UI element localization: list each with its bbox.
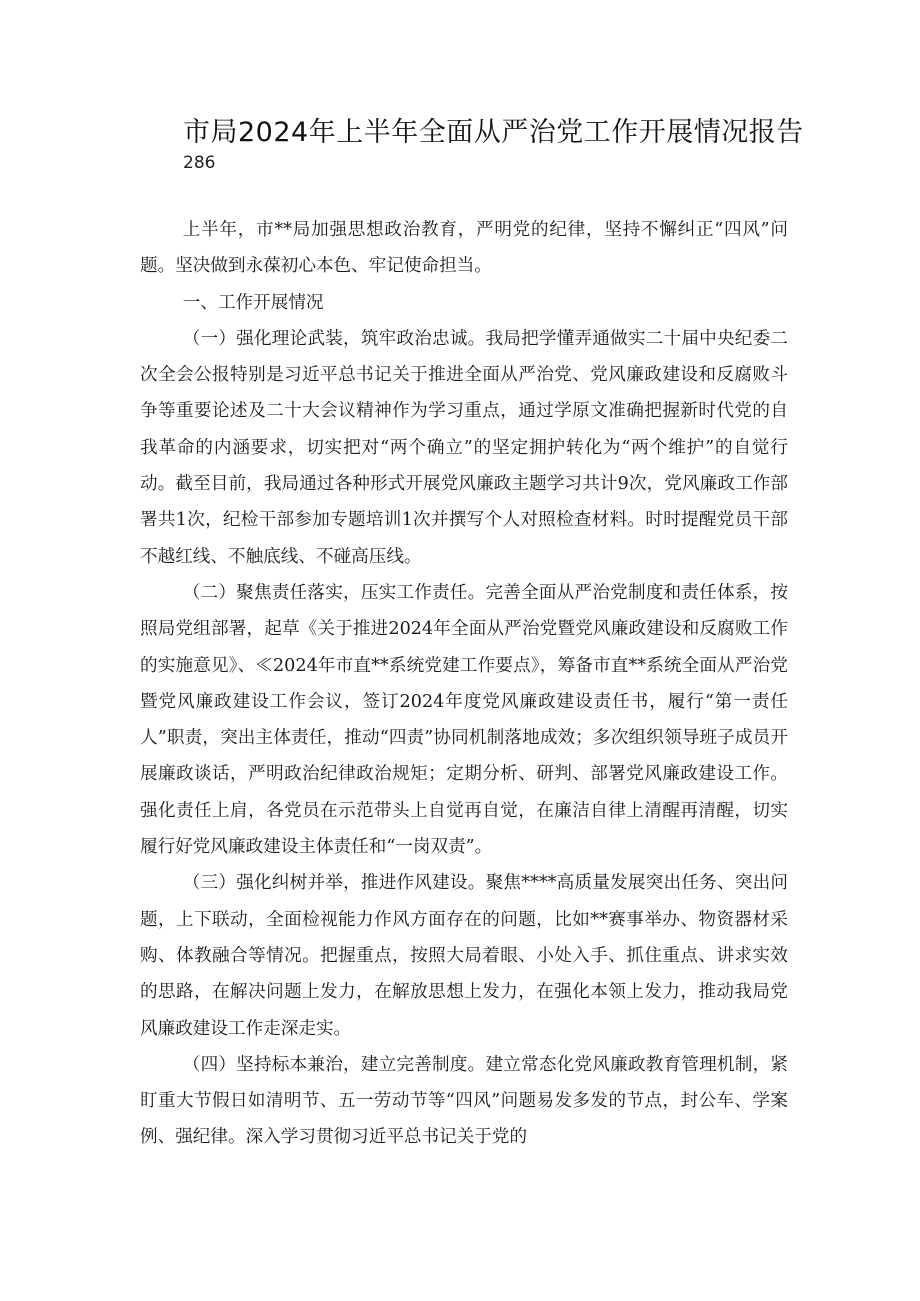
paragraph-system: （四）坚持标本兼治，建立完善制度。建立常态化党风廉政教育管理机制，紧盯重大节假日如清明节、五一劳动节等“四风”问题易发多发的节点，封公车、学案例、强纪律。深入学习贯彻习近平总书记关于党的 bbox=[140, 1054, 788, 1148]
section-heading: 一、工作开展情况 bbox=[182, 292, 324, 313]
paragraph-style: （三）强化纠树并举，推进作风建设。聚焦****高质量发展突出任务、突出问题，上下联动，全面检视能力作风方面存在的问题，比如**赛事举办、物资器材采购、体教融合等情况。把握重点，按照大局着眼、小处入手、抓住重点、讲求实效的思路，在解决问题上发力，在解放思想上发力，在强化本领上发力，推动我局党风廉政建设工作走深走实。 bbox=[140, 873, 788, 1039]
document-title: 市局2024年上半年全面从严治党工作开展情况报告 bbox=[183, 117, 804, 148]
paragraph-responsibility: （二）聚焦责任落实，压实工作责任。完善全面从严治党制度和责任体系，按照局党组部署，起草《关于推进2024年全面从严治党暨党风廉政建设和反腐败工作的实施意见》、≪2024年市直**系统党建工作要点》，筹备市直**系统全面从严治党暨党风廉政建设工作会议，签订2024年度党风廉政建设责任书，履行“第一责任人”职责，突出主体责任，推动“四责”协同机制落地成效；多次组织领导班子成员开展廉政谈话，严明政治纪律政治规矩；定期分析、研判、部署党风廉政建设工作。强化责任上肩，各党员在示范带头上自觉再自觉，在廉洁自律上清醒再清醒，切实履行好党风廉政建设主体责任和“一岗双责”。 bbox=[140, 582, 788, 858]
intro-paragraph: 上半年，市**局加强思想政治教育，严明党的纪律，坚持不懈纠正“四风”问题。坚决做到永葆初心本色、牢记使命担当。 bbox=[140, 220, 788, 277]
document-number: 286 bbox=[183, 153, 216, 173]
paragraph-theory: （一）强化理论武装，筑牢政治忠诚。我局把学懂弄通做实二十届中央纪委二次全会公报特别是习近平总书记关于推进全面从严治党、党风廉政建设和反腐败斗争等重要论述及二十大会议精神作为学习重点，通过学原文准确把握新时代党的自我革命的内涵要求，切实把对“两个确立”的坚定拥护转化为“两个维护”的自觉行动。截至目前，我局通过各种形式开展党风廉政主题学习共计9次，党风廉政工作部署共1次，纪检干部参加专题培训1次并撰写个人对照检查材料。时时提醒党员干部不越红线、不触底线、不碰高压线。 bbox=[140, 328, 788, 567]
document-body bbox=[140, 212, 788, 1156]
